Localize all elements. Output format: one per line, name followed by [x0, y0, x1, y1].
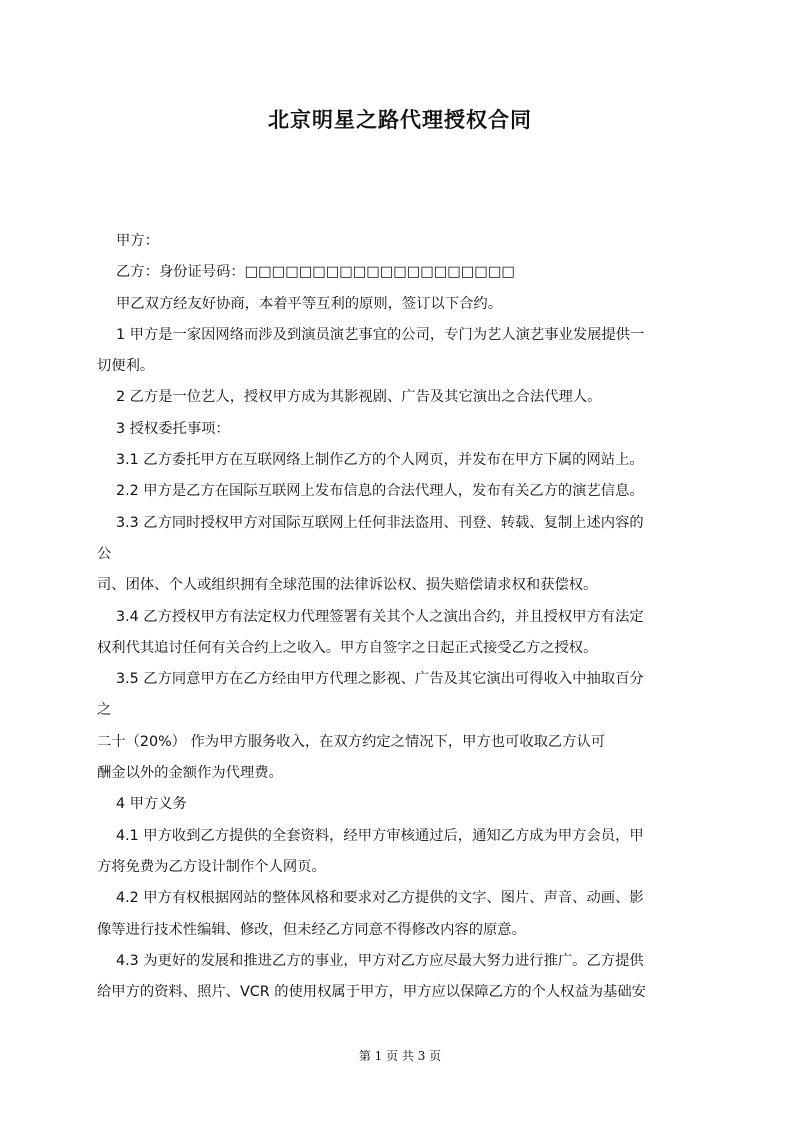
paragraph-line: 1 甲方是一家因网络而涉及到演员演艺事宜的公司，专门为艺人演艺事业发展提供一: [116, 326, 645, 343]
document-body: [97, 226, 717, 1008]
paragraph-line: 4.1 甲方收到乙方提供的全套资料，经甲方审核通过后，通知乙方成为甲方会员，甲: [116, 827, 644, 844]
paragraph-line: 公: [97, 545, 112, 562]
paragraph-line: 甲方：: [116, 233, 159, 249]
paragraph-line: 3.4 乙方授权甲方有法定权力代理签署有关其个人之演出合约，并且授权甲方有法定: [116, 608, 644, 625]
paragraph-line: 方将免费为乙方设计制作个人网页。: [97, 858, 326, 875]
paragraph-line: 2 乙方是一位艺人，授权甲方成为其影视剧、广告及其它演出之合法代理人。: [116, 389, 602, 406]
page-footer: 第 1 页 共 3 页: [358, 1049, 442, 1063]
paragraph-line: 给甲方的资料、照片、VCR 的使用权属于甲方，甲方应以保障乙方的个人权益为基础安: [97, 984, 646, 1001]
paragraph-line: 乙方：身份证号码：□□□□□□□□□□□□□□□□□□□□: [116, 264, 515, 281]
paragraph-line: 像等进行技术性编辑、修改，但未经乙方同意不得修改内容的原意。: [97, 921, 526, 938]
paragraph-line: 4.2 甲方有权根据网站的整体风格和要求对乙方提供的文字、图片、声音、动画、影: [116, 890, 644, 907]
paragraph-line: 3 授权委托事项：: [116, 420, 230, 437]
paragraph-line: 3.3 乙方同时授权甲方对国际互联网上任何非法盗用、刊登、转载、复制上述内容的: [116, 514, 644, 531]
paragraph-line: 酬金以外的金额作为代理费。: [97, 765, 283, 782]
paragraph-line: 司、团体、个人或组织拥有全球范围的法律诉讼权、损失赔偿请求权和获偿权。: [97, 577, 598, 594]
paragraph-line: 4.3 为更好的发展和推进乙方的事业，甲方对乙方应尽最大努力进行推广。乙方提供: [116, 952, 644, 969]
paragraph-line: 权利代其追讨任何有关合约上之收入。甲方自签字之日起正式接受乙方之授权。: [97, 639, 598, 656]
paragraph-line: 3.1 乙方委托甲方在互联网络上制作乙方的个人网页，并发布在甲方下属的网站上。: [116, 452, 644, 469]
paragraph-line: 甲乙双方经友好协商，本着平等互利的原则，签订以下合约。: [116, 295, 503, 312]
paragraph-line: 二十（20%） 作为甲方服务收入，在双方约定之情况下，甲方也可收取乙方认可: [97, 733, 606, 750]
paragraph-line: 4 甲方义务: [116, 796, 187, 813]
paragraph-line: 2.2 甲方是乙方在国际互联网上发布信息的合法代理人，发布有关乙方的演艺信息。: [116, 483, 644, 500]
paragraph-line: 3.5 乙方同意甲方在乙方经由甲方代理之影视、广告及其它演出可得收入中抽取百分: [116, 671, 644, 688]
paragraph-line: 切便利。: [97, 358, 155, 375]
document-title: 北京明星之路代理授权合同: [268, 108, 532, 132]
paragraph-line: 之: [97, 702, 112, 719]
